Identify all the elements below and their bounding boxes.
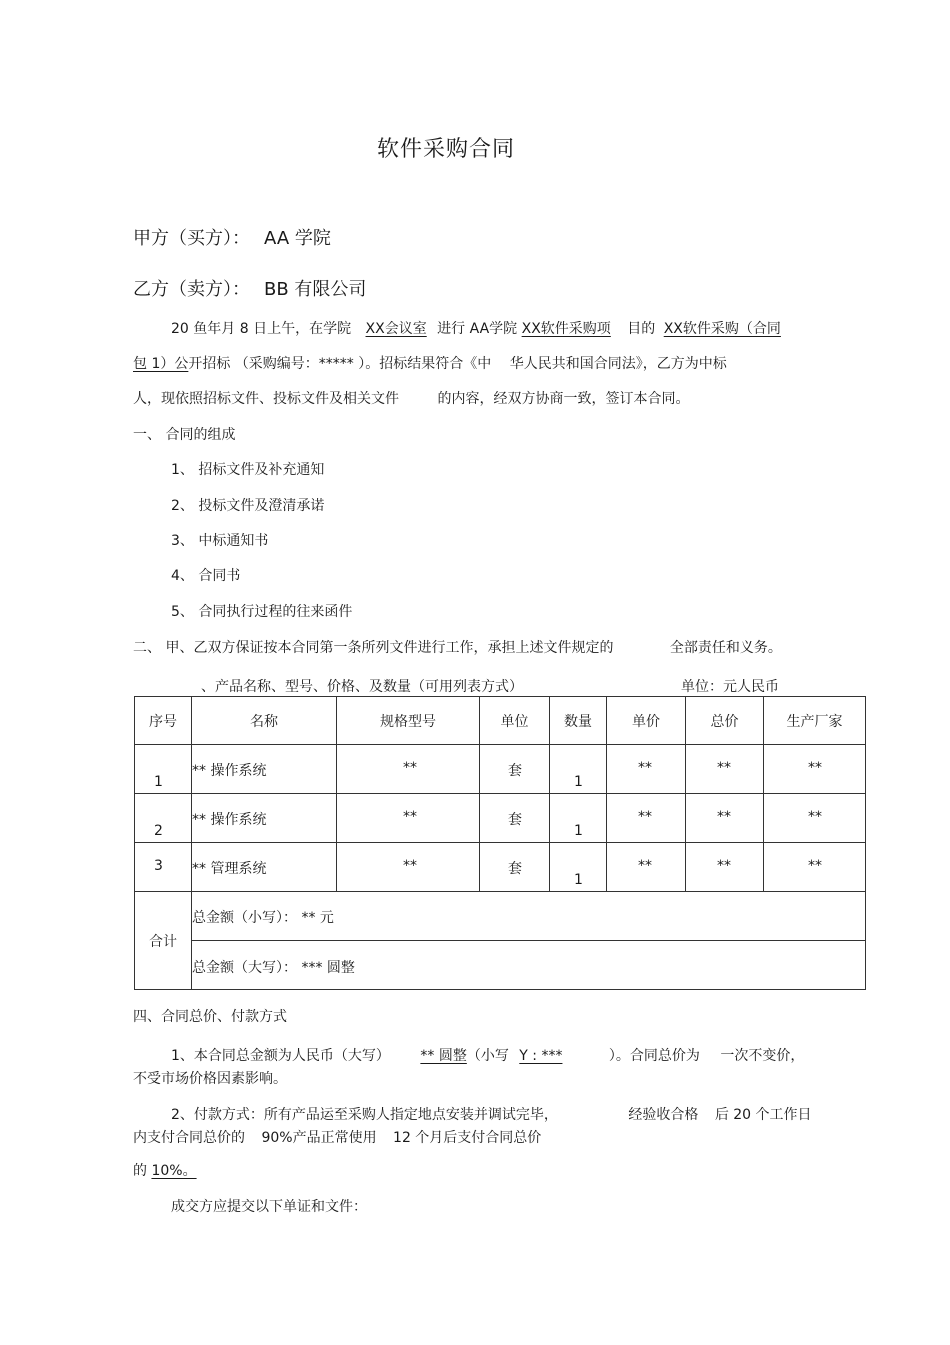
payment-text: 的 [133,1163,147,1179]
header-unit: 单位 [480,697,550,745]
payment-method-line-2 [133,1127,541,1147]
project-name: XX软件采购项 [521,321,611,337]
documents-line: 成交方应提交以下单证和文件： [171,1199,367,1215]
row-qty: 1 [574,823,583,839]
payment-text: 一次不变价， [720,1048,805,1064]
table-sum-row [135,892,866,941]
row-unit: 套 [508,812,522,828]
payment-text: （小写 [466,1048,509,1064]
payment-text: 后 20 个工作日 [714,1107,812,1123]
payment-method-line-3 [133,1160,197,1180]
row-maker: ** [808,809,822,825]
party-b [133,275,366,301]
row-total: ** [717,760,731,776]
total-amount-line [171,1045,804,1065]
intro-line-2 [133,353,727,373]
row-maker: ** [808,760,822,776]
section-2-text: 二、 甲、乙双方保证按本合同第一条所列文件进行工作，承担上述文件规定的 [133,640,614,656]
row-price: ** [638,760,652,776]
intro-text: 进行 AA学院 [437,321,518,337]
payment-text: 12 个月后支付合同总价 [393,1130,542,1146]
payment-text: 不受市场价格因素影响。 [133,1071,287,1087]
sum-small: 总金额（小写）： ** 元 [192,910,334,926]
section-3-heading: 、产品名称、型号、价格、及数量（可用列表方式） [201,679,523,695]
composition-item: 1、 招标文件及补充通知 [171,462,325,478]
row-price: ** [638,809,652,825]
header-maker: 生产厂家 [764,697,866,745]
row-name: ** 管理系统 [192,861,267,877]
composition-item: 4、 合同书 [171,568,241,584]
table-sum-row [135,941,866,990]
composition-item: 5、 合同执行过程的往来函件 [171,604,353,620]
table-row [135,745,866,794]
header-model: 规格型号 [337,697,480,745]
intro-text: 20 鱼年月 8 日上午，在学院 [171,321,352,337]
contract-package: 包 1）公 [133,356,189,372]
row-price: ** [638,858,652,874]
row-name: ** 操作系统 [192,763,267,779]
row-no: 3 [154,858,163,874]
amount-figures: Y : *** [519,1048,563,1064]
header-qty: 数量 [550,697,607,745]
row-unit: 套 [508,763,522,779]
composition-item: 2、 投标文件及澄清承诺 [171,498,325,514]
intro-text: 华人民共和国合同法》，乙方为中标 [509,356,727,372]
amount-words: ** 圆整 [420,1048,467,1064]
sum-label: 合计 [135,892,192,990]
section-1-heading: 一、 合同的组成 [133,427,236,443]
row-name: ** 操作系统 [192,812,267,828]
payment-text: 90%产品正常使用 [261,1130,377,1146]
header-price: 单价 [607,697,686,745]
row-qty: 1 [574,872,583,888]
party-b-value: BB 有限公司 [264,279,367,300]
header-no: 序号 [135,697,192,745]
row-no: 1 [154,774,163,790]
section-2-text: 全部责任和义务。 [669,640,782,656]
intro-text: 目的 [627,321,656,337]
product-table [134,696,866,990]
row-model: ** [403,760,417,776]
party-b-label: 乙方（卖方）： [133,279,250,300]
payment-method-line [171,1104,812,1124]
header-total: 总价 [686,697,764,745]
table-row [135,843,866,892]
row-unit: 套 [508,861,522,877]
intro-text: 的内容，经双方协商一致，签订本合同。 [437,391,690,407]
composition-item: 3、 中标通知书 [171,533,269,549]
contract-name: XX软件采购（合同 [663,321,781,337]
row-no: 2 [154,823,163,839]
intro-text: 开招标 （采购编号：***** ）。招标结果符合《中 [188,356,492,372]
section-4-heading: 四、合同总价、付款方式 [133,1009,287,1025]
final-payment-percent: 10%。 [151,1163,197,1179]
row-total: ** [717,858,731,874]
sum-big: 总金额（大写）： *** 圆整 [192,960,355,976]
row-total: ** [717,809,731,825]
payment-text: ）。合同总价为 [608,1048,700,1064]
intro-text: 人，现依照招标文件、投标文件及相关文件 [133,391,399,407]
table-header-row [135,697,866,745]
row-maker: ** [808,858,822,874]
party-a-value: AA 学院 [264,228,331,249]
currency-unit: 单位：元人民币 [681,679,779,695]
row-model: ** [403,809,417,825]
row-model: ** [403,858,417,874]
payment-text: 1、本合同总金额为人民币（大写） [171,1048,390,1064]
meeting-room: XX会议室 [365,321,427,337]
payment-text: 内支付合同总价的 [133,1130,245,1146]
party-a-label: 甲方（买方）： [133,228,250,249]
row-qty: 1 [574,774,583,790]
party-a [133,224,331,250]
header-name: 名称 [192,697,337,745]
table-row [135,794,866,843]
section-2 [133,637,782,657]
payment-text: 2、付款方式：所有产品运至采购人指定地点安装并调试完毕， [171,1107,558,1123]
payment-text: 经验收合格 [628,1107,699,1123]
intro-line-3 [133,388,689,408]
document-title: 软件采购合同 [377,137,516,162]
intro-line-1 [171,318,781,338]
